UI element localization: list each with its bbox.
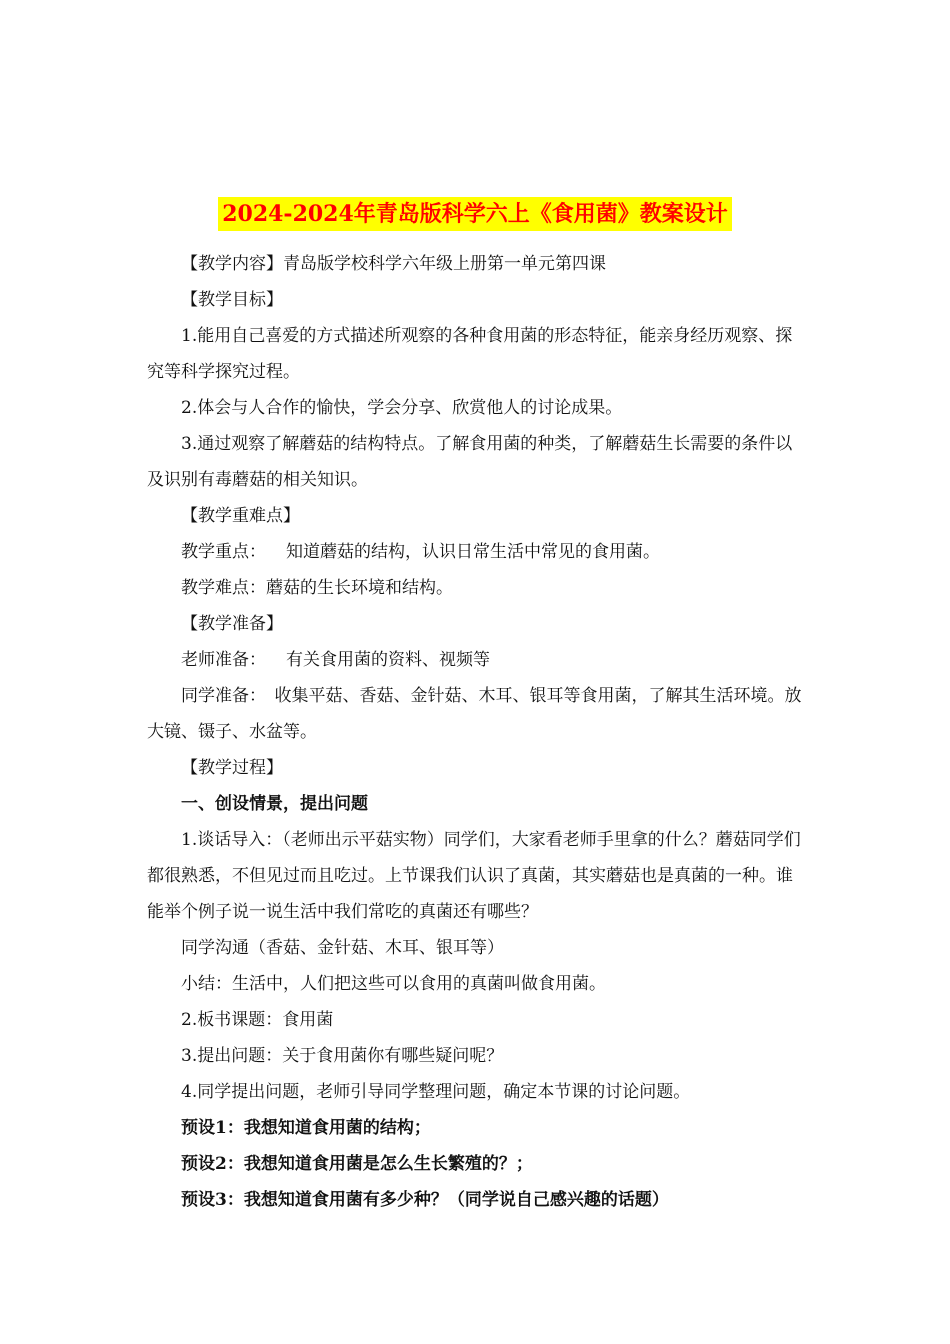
teaching-content-text: 青岛版学校科学六年级上册第一单元第四课 <box>283 254 606 274</box>
teacher-prep-label: 老师准备： <box>181 650 266 670</box>
key-point-text: 知道蘑菇的结构，认识日常生活中常见的食用菌。 <box>286 542 660 562</box>
goal-2: 2.体会与人合作的愉快，学会分享、欣赏他人的讨论成果。 <box>181 398 623 418</box>
teacher-prep-text: 有关食用菌的资料、视频等 <box>286 650 490 670</box>
teaching-content <box>147 246 807 282</box>
document-body <box>147 246 807 1218</box>
teacher-prep <box>147 642 807 678</box>
difficulty-point: 教学难点：蘑菇的生长环境和结构。 <box>181 578 453 598</box>
title-container <box>0 197 950 231</box>
prep-heading: 【教学准备】 <box>181 614 283 634</box>
key-point <box>147 534 807 570</box>
key-point-label: 教学重点： <box>181 542 266 562</box>
step-2: 2.板书课题：食用菌 <box>181 1010 334 1030</box>
process-heading: 【教学过程】 <box>181 758 283 778</box>
goals-heading: 【教学目标】 <box>181 290 283 310</box>
preset-2: 预设2：我想知道食用菌是怎么生长繁殖的？； <box>181 1154 533 1174</box>
summary: 小结：生活中，人们把这些可以食用的真菌叫做食用菌。 <box>181 974 606 994</box>
student-exchange: 同学沟通（香菇、金针菇、木耳、银耳等） <box>181 938 504 958</box>
step-1: 1.谈话导入：（老师出示平菇实物）同学们，大家看老师手里拿的什么？蘑菇同学们都很熟悉，不但见过而且吃过。上节课我们认识了真菌，其实蘑菇也是真菌的一种。谁能举个例子说一说生活中我们常吃的真菌还有哪些？ <box>147 830 801 922</box>
preset-1: 预设1：我想知道食用菌的结构； <box>181 1118 431 1138</box>
document-title: 2024-2024年青岛版科学六上《食用菌》教案设计 <box>218 197 732 231</box>
key-difficulty-heading: 【教学重难点】 <box>181 506 300 526</box>
step-3: 3.提出问题：关于食用菌你有哪些疑问呢？ <box>181 1046 504 1066</box>
teaching-content-label: 【教学内容】 <box>181 254 283 274</box>
section-1-heading: 一、创设情景，提出问题 <box>181 794 368 814</box>
goal-1: 1.能用自己喜爱的方式描述所观察的各种食用菌的形态特征，能亲身经历观察、探究等科学探究过程。 <box>147 326 793 382</box>
student-prep: 同学准备： 收集平菇、香菇、金针菇、木耳、银耳等食用菌，了解其生活环境。放大镜、镊子、水盆等。 <box>147 686 802 742</box>
preset-3: 预设3：我想知道食用菌有多少种？（同学说自己感兴趣的话题） <box>181 1190 669 1210</box>
step-4: 4.同学提出问题，老师引导同学整理问题，确定本节课的讨论问题。 <box>181 1082 691 1102</box>
goal-3: 3.通过观察了解蘑菇的结构特点。了解食用菌的种类，了解蘑菇生长需要的条件以及识别有毒蘑菇的相关知识。 <box>147 434 793 490</box>
